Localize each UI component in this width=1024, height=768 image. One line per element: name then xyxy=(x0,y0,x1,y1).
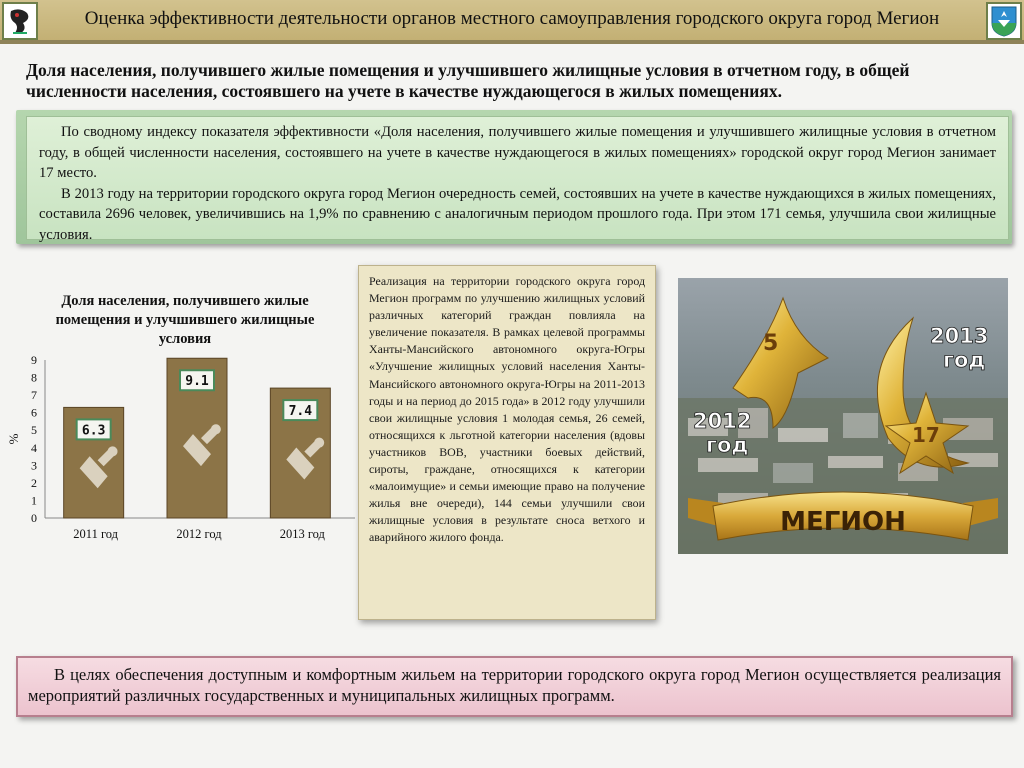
year-2012-label: 2012 год xyxy=(693,409,752,457)
x-tick-label: 2011 год xyxy=(73,527,119,541)
y-tick-label: 6 xyxy=(31,405,37,420)
y-tick-label: 0 xyxy=(31,511,37,525)
y-tick-label: 1 xyxy=(31,493,37,508)
city-award-image xyxy=(678,278,1008,554)
rank-2012: 5 xyxy=(763,331,779,356)
region-emblem-icon xyxy=(986,2,1022,40)
programs-text: Реализация на территории городского округа город Мегион программ по улучшению жилищных условий различных категорий граждан повлияла на увеличение показателя. В рамках целевой программы Ханты-Мансийского автономного округа-Югры «Улучшение жилищных условий населения Ханты-Мансийского автономного округа-Югры на 2011-2013 годы и на период до 2015 года» в 2012 году улучшили свои жилищные условия 1 молодая семья, 26 семей, относящихся к льготной категории населения (вдовы участников ВОВ, участники боевых действий, сироты, граждане, относящихся к категории «малоимущие» и семьи имеющие право на получение жилья вне очереди), 144 семьи улучшили свои жилищные условия в результате сноса ветхого и аварийного жилого фонда. xyxy=(369,274,645,545)
header-title: Оценка эффективности деятельности органов местного самоуправления городского округа город Мегион xyxy=(84,8,940,29)
y-tick-label: 7 xyxy=(31,388,37,403)
header-bar xyxy=(0,0,1024,44)
bar-chart xyxy=(0,350,360,550)
y-tick-label: 2 xyxy=(31,475,37,490)
x-tick-label: 2013 год xyxy=(279,527,325,541)
summary-paragraph-2: В 2013 году на территории городского округа город Мегион очередность семей, состоявших на учете в качестве нуждающихся в жилых помещениях, составила 2696 человек, увеличившись на 1,9% по сравнению с аналогичным периодом прошлого года. При этом 171 семья, улучшила свои жилищные условия. xyxy=(39,185,996,243)
programs-text-box xyxy=(358,265,656,620)
city-banner-text: МЕГИОН xyxy=(780,507,906,537)
summary-panel xyxy=(16,110,1012,244)
chart-title: Доля населения, получившего жилые помещения и улучшившего жилищные условия xyxy=(55,293,315,347)
conclusion-box xyxy=(16,656,1013,717)
rank-2013: 17 xyxy=(912,423,940,447)
data-label: 6.3 xyxy=(81,423,106,439)
y-tick-label: 3 xyxy=(31,458,37,473)
data-label: 9.1 xyxy=(185,374,209,390)
bar-group xyxy=(270,388,330,518)
bar-group xyxy=(167,358,227,518)
bar-group xyxy=(64,407,124,518)
city-emblem-icon xyxy=(2,2,38,40)
y-tick-label: 4 xyxy=(31,440,37,455)
conclusion-text: В целях обеспечения доступным и комфортным жильем на территории городского округа город Мегион осуществляется реализация мероприятий различных государственных и муниципальных жилищных программ. xyxy=(28,665,1001,705)
x-tick-label: 2012 год xyxy=(176,527,222,541)
y-tick-label: 8 xyxy=(31,370,37,385)
y-tick-label: 9 xyxy=(31,353,37,367)
summary-panel-inner xyxy=(26,116,1009,243)
summary-paragraph-1: По сводному индексу показателя эффективности «Доля населения, получившего жилые помещения и улучшившего жилищные условия в отчетном году, в общей численности населения, состоявшего на учете в качестве нуждающегося в жилых помещениях» городской округ город Мегион занимает 17 место. xyxy=(39,124,996,181)
year-2013-label: 2013 год xyxy=(930,324,989,372)
page-title: Доля населения, получившего жилые помещения и улучшившего жилищные условия в отчетном году, в общей численности населения, состоявшего на учете в качестве нуждающегося в жилых помещениях. xyxy=(26,60,910,101)
data-label: 7.4 xyxy=(288,404,313,420)
y-axis-label: % xyxy=(6,433,21,445)
y-tick-label: 5 xyxy=(31,423,37,438)
